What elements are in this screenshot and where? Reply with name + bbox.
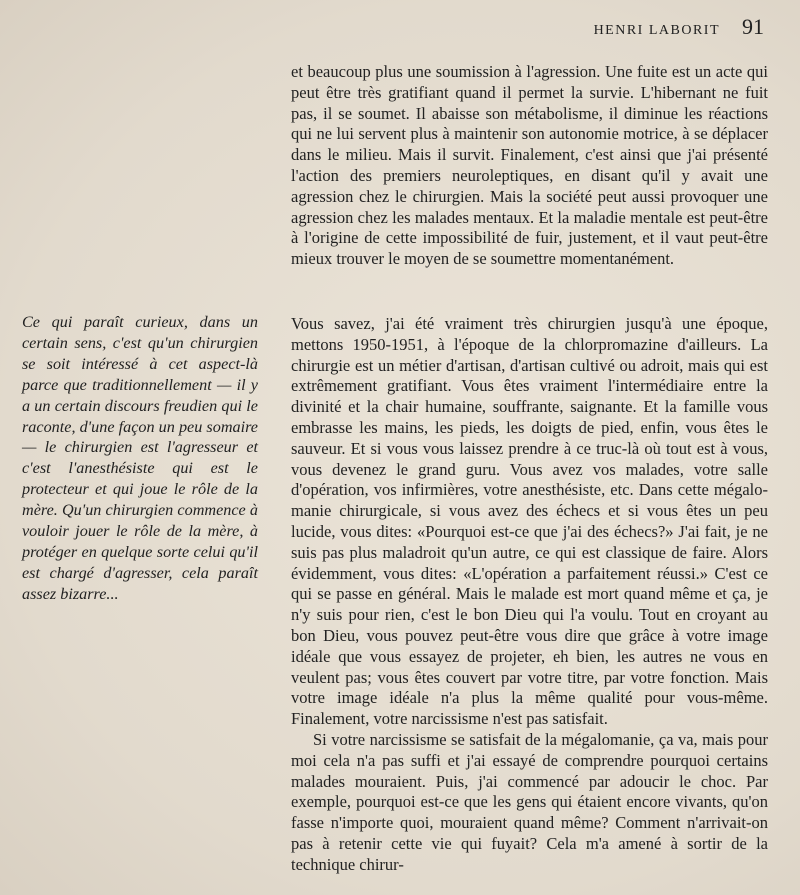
paragraph-answer-continued: Si votre narcissisme se satisfait de la mégalomanie, ça va, mais pour moi cela n'a pas suffi et j'ai essayé de comprendre pourquoi certains malades mouraient. Puis, j'ai commencé par adoucir le choc. Par exemple, pourquoi est-ce que les gens qui étaient encore vivants, qu'on fasse n'importe quoi, mouraient quand même? Comment n'arrivait-on pas à retenir cette vie qui fuyait? Cela m'a amené à sortir de la technique chirur-	[291, 729, 768, 874]
paragraph-answer: Vous savez, j'ai été vraiment très chirurgien jusqu'à une époque, mettons 1950-1951, à l'époque de la chlorpromazine d'ailleurs. La chirurgie est un métier d'artisan, d'artisan cultivé ou adroit, mais qui est extrêmement gratifiant. Vous êtes vraiment l'intermédiaire entre la divinité et la chair humaine, souffrante, saignante. Et la famille vous embrasse les mains, les pieds, les doigts de pied, enfin, vous êtes le sauveur. Et si vous vous laissez prendre à ce truc-là où tout est à vous, vous devenez le grand guru. Vous avez vos malades, votre salle d'opération, vos infirmières, votre anesthésiste, etc. Dans cette mégalomanie chirurgicale, si vous avez des échecs et si vous êtes un peu lucide, vous dites: «Pourquoi est-ce que j'ai des échecs?» J'ai fait, je ne suis pas plus maladroit qu'un autre, ce qui est classique de faire. Alors évidemment, vous dites: «L'opération a parfaitement réussi.» C'est ce qui se passe en général. Mais le malade est mort quand même et ça, je n'y suis pour rien, c'est le bon Dieu qui l'a voulu. Tout en croyant au bon Dieu, vous pouvez peut-être vous dire que grâce à votre image idéale que vous essayez de projeter, eh bien, les autres ne vous en veulent pas; vous êtes couvert par votre titre, par votre fonction. Mais votre image idéale n'a plus la même qualité pour vous-même. Finalement, votre narcissisme n'est pas satisfait.	[291, 314, 768, 729]
question-text: Ce qui paraît curieux, dans un certain sens, c'est qu'un chirurgien se soit intéressé à cet aspect-là parce que traditionnellement — il y a un certain discours freudien qui le raconte, d'une façon un peu somaire — le chirurgien est l'agresseur et c'est l'anesthésiste qui est le protecteur et qui joue le rôle de la mère. Qu'un chirurgien commence à vouloir jouer le rôle de la mère, à protéger en quelque sorte celui qu'il est chargé d'agresser, cela paraît assez bizarre...	[22, 313, 258, 603]
interviewer-question	[22, 312, 258, 605]
page-number: 91	[742, 14, 764, 39]
running-header	[594, 14, 764, 40]
paragraph-continuation: et beaucoup plus une soumission à l'agression. Une fuite est un acte qui peut être très gratifiant quand il permet la survie. L'hibernant ne fuit pas, il se soumet. Il abaisse son métabolisme, il diminue les réactions qui ne lui servent plus à maintenir son autonomie motrice, à se déplacer dans le milieu. Mais il survit. Finalement, c'est ainsi que j'ai présenté l'action des premiers neuroleptiques, en disant qu'il y avait une agression chez le chirurgien. Mais la société peut aussi provoquer une agression chez les malades mentaux. Et la maladie mentale est peut-être à l'origine de cette impossibilité de fuir, justement, et il vaut peut-être mieux trouver le moyen de se soumettre momentanément.	[291, 62, 768, 269]
header-author: HENRI LABORIT	[593, 23, 720, 38]
main-text-block-2	[291, 314, 768, 876]
main-text-block-1	[291, 62, 768, 270]
